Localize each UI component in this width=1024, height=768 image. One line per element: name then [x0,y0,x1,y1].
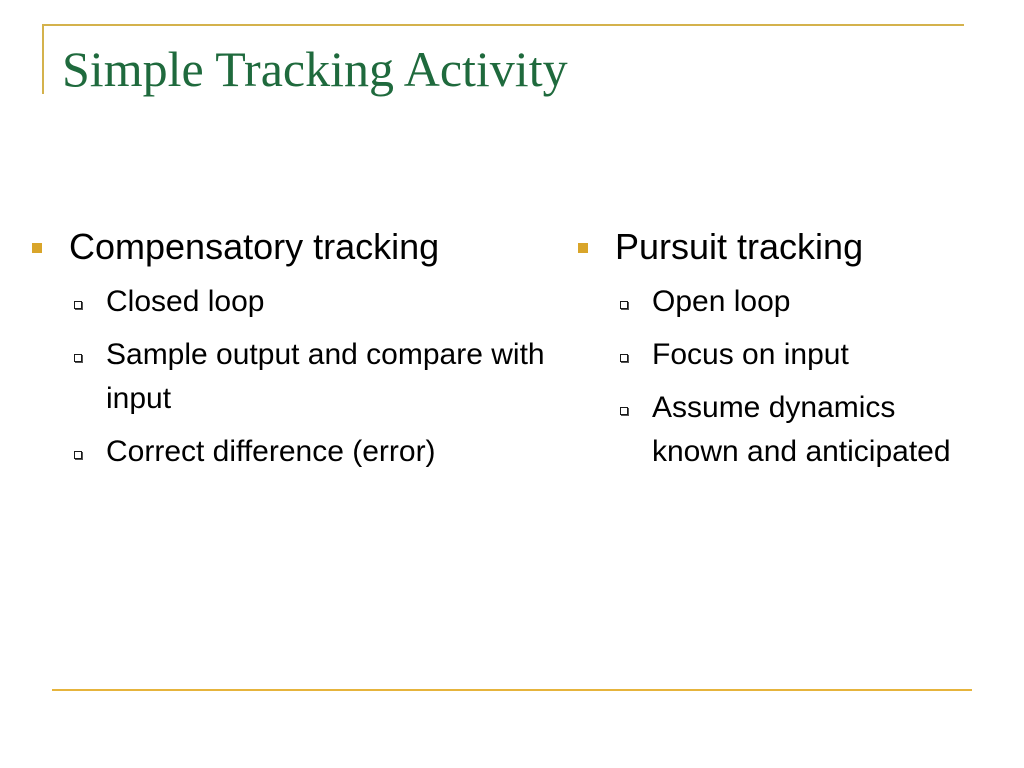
sub-bullet-item [619,333,998,377]
sub-bullet-text: Open loop [652,285,791,318]
footer-divider-line [52,689,972,691]
sub-bullet-item [73,280,580,324]
bullet-heading: Compensatory tracking [69,226,440,267]
square-bullet-icon [578,243,588,253]
hollow-box-bullet-icon [74,354,82,362]
sub-bullet-text: Focus on input [652,338,849,371]
hollow-box-bullet-icon [74,451,82,459]
hollow-box-bullet-icon [74,301,82,309]
title-frame-top-line [42,24,964,26]
slide-title: Simple Tracking Activity [62,41,568,97]
right-column [578,226,998,483]
bullet-heading: Pursuit tracking [615,226,864,267]
compensatory-sublist [32,280,580,474]
title-frame-left-line [42,24,44,94]
bullet-pursuit-tracking [578,226,998,268]
hollow-box-bullet-icon [620,354,628,362]
hollow-box-bullet-icon [620,301,628,309]
sub-bullet-text: Correct difference (error) [106,435,436,468]
sub-bullet-text: Assume dynamics known and anticipated [652,391,951,468]
hollow-box-bullet-icon [620,407,628,415]
bullet-compensatory-tracking [32,226,580,268]
square-bullet-icon [32,243,42,253]
sub-bullet-item [73,333,580,421]
sub-bullet-item [619,386,962,474]
sub-bullet-item [619,280,998,324]
sub-bullet-text: Closed loop [106,285,265,318]
sub-bullet-item [73,430,580,474]
sub-bullet-text: Sample output and compare with input [106,338,545,415]
left-column [32,226,580,483]
pursuit-sublist [578,280,998,474]
